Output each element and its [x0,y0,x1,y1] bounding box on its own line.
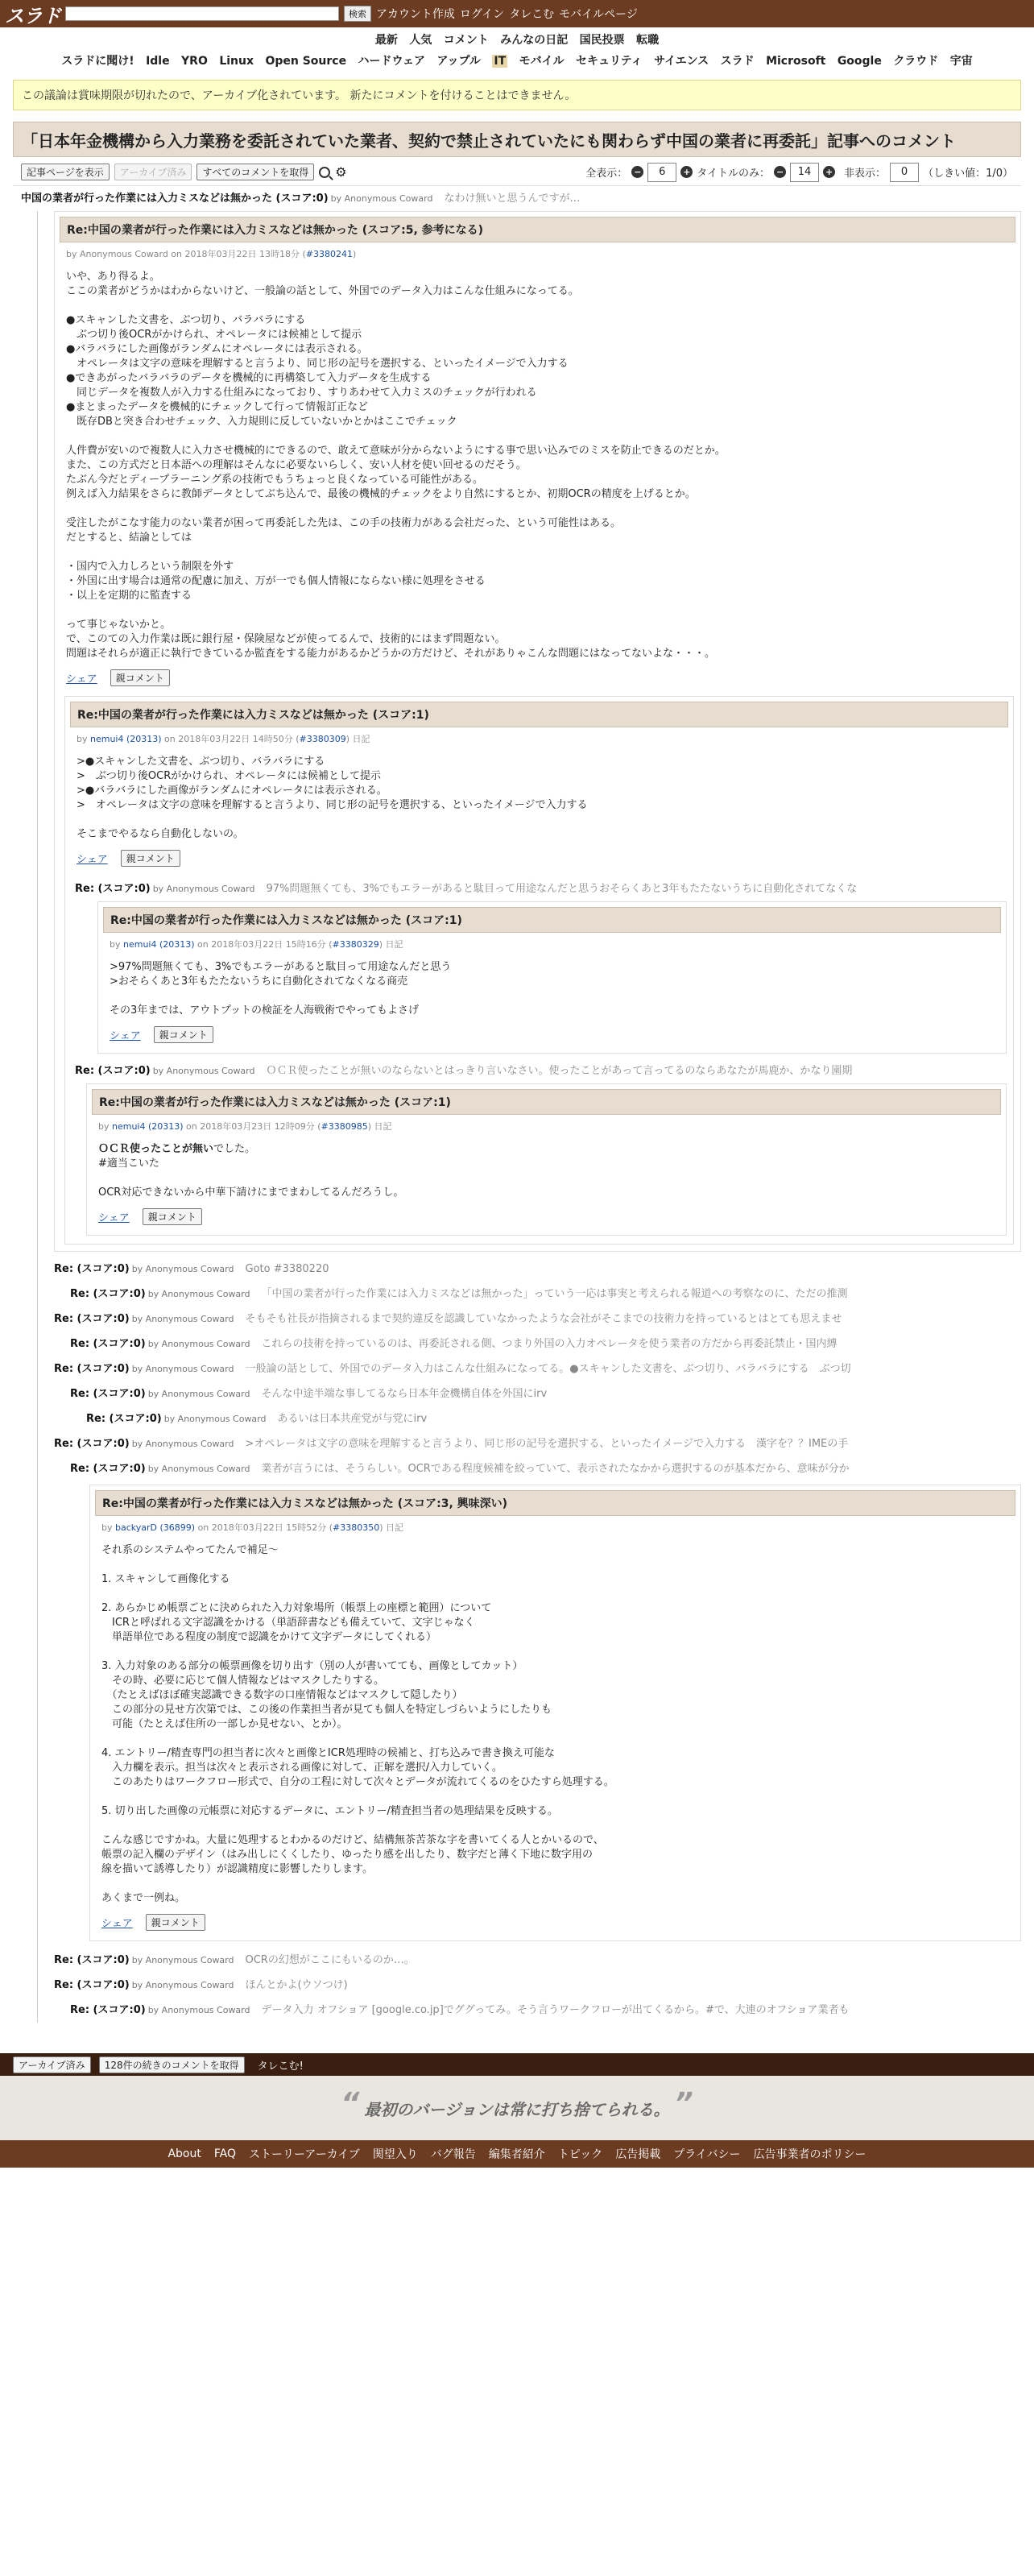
footer-bar [0,2053,1034,2076]
comment-id-link[interactable]: #3380309 [299,734,346,744]
comment-author-link[interactable]: backyarD (36899) [115,1522,196,1533]
comment-body: ＯＣＲ使ったことが無いでした。 [98,1143,256,1155]
footer-quote: 最初のバージョンは常に打ち捨てられる。 [364,2099,670,2119]
share-link[interactable]: シェア [98,1212,130,1224]
footer-faq[interactable]: FAQ [213,2147,236,2160]
comment-line[interactable]: Re: (スコア:0) by Anonymous Coward OCRの幻想がここにもいるのか…。 [54,1953,415,1966]
load-more-comments-button[interactable]: 128件の続きのコメントを取得 [99,2056,245,2073]
comment-body: >97%問題無くても、3%でもエラーがあると駄目って用途なんだと思う >おそらくあと3年もたたないうちに自動化されてなくなる商売 その3年までは、アウトプットの検証を人海戦術でやってもよさげ [110,961,452,1017]
comment-full [97,901,1007,1054]
share-link[interactable]: シェア [101,1918,133,1930]
comment-body: >●スキャンした文書を、ぶつ切り、バラバラにする > ぶつ切り後OCRがかけられ、オペレータには候補として提示 >●バラバラにした画像がランダムにオペレータには表示される。 > オペレータは文字の意味を理解すると言うより、同じ形の記号を選択する、といったイメージで入力する そこまでやるなら自動化しないの。 [77,756,588,840]
display-settings [585,163,1013,182]
comment-line[interactable]: Re: (スコア:0) by Anonymous Coward これらの技術を持っているのは、再委託される側、つまり外国の入力オペレータを使う業者の方だから再委託禁止・国内縛 [70,1337,838,1350]
share-link[interactable]: シェア [110,1030,141,1042]
comment-actions [98,1018,1006,1053]
site-logo[interactable]: スラド [5,4,60,27]
main-nav [0,27,1034,51]
full-display-label: 全表示： [585,168,628,180]
comment-full [86,1083,1007,1236]
nav-polls[interactable]: 国民投票 [579,34,625,47]
footer-advertise[interactable]: 広告掲載 [615,2148,661,2161]
nav-comments[interactable]: コメント [443,34,489,47]
comment-line[interactable] [65,1058,1013,1083]
view-article-button[interactable]: 記事ページを表示 [21,164,110,180]
nav-security[interactable]: セキュリティ [576,55,643,68]
threshold-label: （しきい値：1/0） [923,168,1013,180]
nav-hardware[interactable]: ハードウェア [358,55,425,68]
comment-line[interactable]: Re: (スコア:0) by Anonymous Coward ほんとかよ(ウソつけ) [54,1978,348,1991]
footer-requests[interactable]: 関望入り [372,2148,418,2161]
comment-title[interactable]: Re:中国の業者が行った作業には入力ミスなどは無かった (スコア:3, 興味深い) [95,1490,1015,1516]
archived-button: アーカイブ済み [114,164,192,180]
nav-popular[interactable]: 人気 [409,34,432,47]
mobile-page-link[interactable]: モバイルページ [559,8,638,21]
nav-mobile[interactable]: モバイル [519,55,565,68]
footer-links [0,2140,1034,2168]
minus-icon[interactable]: − [774,166,786,178]
nav-science[interactable]: サイエンス [654,55,709,68]
comment-title[interactable]: Re:中国の業者が行った作業には入力ミスなどは無かった (スコア:1) [92,1089,1001,1115]
comment-line[interactable]: Re: (スコア:0) by Anonymous Coward あるいは日本共産党が与党にirv [86,1412,428,1425]
share-link[interactable]: シェア [66,673,97,685]
comment-line[interactable]: Re: (スコア:0) by Anonymous Coward データ入力 オフショア [google.co.jp]でググってみ。そう言うワークフローが出てくるから。#で、大連のオフショア業者も [70,2003,850,2016]
minus-icon[interactable]: − [631,166,643,178]
comment-line[interactable] [13,186,1021,211]
nav-latest[interactable]: 最新 [374,34,398,47]
comment-title[interactable]: Re: (スコア:0) [75,1064,151,1077]
account-links [376,6,638,22]
parent-comment-button[interactable]: 親コメント [143,1208,202,1225]
hidden-count[interactable]: 0 [890,163,919,182]
plus-icon[interactable]: + [680,166,693,178]
comment-title[interactable]: Re:中国の業者が行った作業には入力ミスなどは無かった (スコア:1) [70,702,1008,727]
create-account-link[interactable]: アカウント作成 [376,8,455,21]
comment-line[interactable]: Re: (スコア:0) by Anonymous Coward Goto #3380220 [54,1262,329,1275]
gear-icon[interactable]: ⚙ [335,164,347,180]
share-link[interactable]: シェア [77,854,108,866]
article-title: 「日本年金機構から入力業務を委託されていた業者、契約で禁止されていたにも関わらず中国の業者に再委託」記事へのコメント [13,122,1021,157]
nav-idle[interactable]: Idle [146,55,170,68]
comment-line[interactable]: Re: (スコア:0) by Anonymous Coward 「中国の業者が行った作業には入力ミスなどは無かった」っていう一応は事実と考えられる報道への考察なのに、ただの推測 [70,1287,848,1300]
parent-comment-button[interactable]: 親コメント [154,1026,213,1043]
comment-actions [90,1906,1020,1940]
parent-comment-button[interactable]: 親コメント [121,850,180,867]
comment-full [89,1485,1021,1941]
title-only-label: タイトルのみ： [697,168,771,180]
nav-microsoft[interactable]: Microsoft [766,55,826,68]
nav-space[interactable]: 宇宙 [949,55,973,68]
comment-id-link[interactable]: #3380985 [321,1121,368,1132]
nav-srad[interactable]: スラド [720,55,755,68]
nav-apple[interactable]: アップル [436,55,481,68]
comment-meta: by nemui4 (20313) on 2018年03月22日 15時16分 (#3380329) 日記 [110,939,403,950]
top-bar [0,0,1034,27]
plus-icon[interactable]: + [823,166,835,178]
comment-body: それ系のシステムやってたんで補足～ 1. スキャンして画像化する 2. あらかじめ帳票ごとに決められた入力対象場所（帳票上の座標と範囲）について ICRと呼ばれる文字認識をかける（単語辞書なども備えていて、文字じゃなく 単語単位である程度の制度で認識をかけて文字データにしてくれる） 3. 入力対象のある部分の帳票画像を切り出す（別の人が書いてても、画像としてカット） その時、必要に応じて個人情報などはマスクしたりする。 （たとえばほぼ確実認識できる数字の口座情報などはマスクして隠したり） この部分の見せ方次第では、この後の作業担当者が見ても個人を特定しづらいようにしたりも 可能（たとえば住所の一部しか見せない、とか）。 4. エントリー/精査専門の担当者に次々と画像とICR処理時の候補と、打ち込みで書き換え可能な 入力欄を表示。担当は次々と表示される画像に対して、正解を選択/入力していく。 このあたりはワークフロー形式で、自分の工程に対して次々とデータが流れてくるのをひたすら処理する。 5. 切り出した画像の元帳票に対応するデータに、エントリー/精査担当者の処理結果を反映する。 こんな感じですかね。大量に処理するとわかるのだけど、結構無茶苦茶な字を書いてくる人とかいるので、 帳票の記入欄のデザイン（はみ出しにくくしたり、ゆったり感を出したり、数字だと薄く下地に数字用の 線を描いて誘導したり）が認識精度に影響したりします。 あくまで一例ね。 [101,1544,614,1904]
comment-meta: by Anonymous Coward on 2018年03月22日 13時18分 (#3380241) [66,249,357,259]
comment-controls [13,157,1021,186]
comment-id-link[interactable]: #3380241 [305,249,353,259]
comment-author: by Anonymous Coward [152,1065,255,1076]
nav-yro[interactable]: YRO [181,55,208,68]
comment-line[interactable]: Re: (スコア:0) by Anonymous Coward そもそも社長が指摘されるまで契約違反を認識していなかったような会社がそこまでの技術力を持っているとはとても思えませ [54,1312,842,1325]
archived-button: アーカイブ済み [13,2056,91,2073]
parent-comment-button[interactable]: 親コメント [110,669,170,686]
comment-title[interactable]: 中国の業者が行った作業には入力ミスなどは無かった (スコア:0) [21,192,329,205]
section-nav [0,51,1034,72]
get-all-comments-button[interactable]: すべてのコメントを取得 [196,164,314,180]
comment-body: いや、あり得るよ。 ここの業者がどうかはわからないけど、一般論の話として、外国でのデータ入力はこんな仕組みになってる。 ●スキャンした文書を、ぶつ切り、バラバラにする ぶつ切り後OCRがかけられ、オペレータには候補として提示 ●バラバラにした画像がランダムにオペレータには表示される。 オペレータは文字の意味を理解すると言うより、同じ形の記号を選択する、といったイメージで入力する ●できあがったバラバラのデータを機械的に再構築して入力データを生成する 同じデータを複数人が入力する仕組みになっており、すりあわせて入力ミスのチェックが行われる ●まとまったデータを機械的にチェックして行って情報訂正など 既存DBと突き合わせチェック、入力規則に反していないかとかはここでチェック 人件費が安いので複数人に入力させ機械的にできるので、敢えて意味が分からないようにする事で思い込みでのミスを防止できるのだとか。 また、この方式だと日本語への理解はそんなに必要ないらしく、安い人材を使い回せるのだそう。 たぶん今だとディープラーニング系の技術でもうちょっと良くなっている可能性がある。 例えば入力結果をさらに教師データとしてぶち込んで、最後の機械的チェックをより自然にするとか、初期OCRの精度を上げるとか。 受注したがこなす能力のない業者が困って再委託した先は、この手の技術力がある会社だった、という可能性はある。 だとすると、結論としては ・国内で入力しろという制限を外す ・外国に出す場合は通常の配慮に加え、万が一でも個人情報にならない様に処理をさせる ・以上を定期的に監査する って事じゃないかと。 で、このての入力作業は既に銀行屋・保険屋などが使ってるんで、技術的にはまず問題ない。 問題はそれらが適正に執行できているか監査をする能力があるかどうかの方だけど、それがありゃこんな問題にはなってないよな・・・。 [66,271,726,660]
comment-author: by Anonymous Coward [152,883,255,894]
comment-author-link[interactable]: nemui4 (20313) [123,939,195,950]
comment-author-link[interactable]: nemui4 (20313) [112,1121,184,1132]
footer-archive[interactable]: ストーリーアーカイブ [249,2148,360,2161]
search-button[interactable]: 検索 [344,6,371,22]
comment-snippet[interactable]: 97%問題無くても、3%でもエラーがあると駄目って用途なんだと思うおそらくあと3年もたたないうちに自動化されてなくな [266,882,858,895]
footer-editors[interactable]: 編集者紹介 [488,2148,545,2161]
nav-journals[interactable]: みんなの日記 [500,34,569,47]
comment-full [54,211,1021,1252]
nav-linux[interactable]: Linux [219,55,254,68]
nav-ask[interactable]: スラドに聞け! [61,55,134,68]
comment-snippet[interactable]: ＯＣＲ使ったことが無いのならないとはっきり言いなさい。使ったことがあって言ってるのならあなたが馬鹿か、かなり園期 [266,1064,853,1077]
quote-band [0,2076,1034,2140]
footer-topics[interactable]: トピック [557,2148,603,2161]
comment-line[interactable] [65,876,1013,901]
comment-full [64,696,1014,1245]
comment-line-list [38,1948,1021,2023]
nav-cloud[interactable]: クラウド [893,55,939,68]
comment-line-list [38,1257,1021,1481]
nav-opensource[interactable]: Open Source [265,55,347,68]
comment-actions [55,661,1020,696]
comment-body: #適当こいた OCR対応できないから中華下請けにまでまわしてるんだろうし。 [98,1158,404,1199]
comment-meta: by nemui4 (20313) on 2018年03月22日 14時50分 (#3380309) 日記 [77,734,370,744]
archive-notice: この議論は賞味期限が切れたので、アーカイブ化されています。 新たにコメントを付けることはできません。 [13,80,1021,110]
footer-ad-policy[interactable]: 広告事業者のポリシー [753,2148,866,2161]
comment-snippet[interactable]: なわけ無いと思うんですが… [444,192,581,205]
comment-title[interactable]: Re:中国の業者が行った作業には入力ミスなどは無かった (スコア:1) [103,907,1001,933]
comment-tree [13,186,1021,2023]
close-quote-icon: ” [674,2086,693,2120]
login-link[interactable]: ログイン [459,8,505,21]
nav-it[interactable]: IT [494,55,507,68]
comment-meta: by backyarD (36899) on 2018年03月22日 15時52分 (#3380350) 日記 [101,1522,404,1533]
nav-jobs[interactable]: 転職 [636,34,660,47]
search-icon[interactable] [319,167,330,178]
open-quote-icon: “ [341,2086,360,2120]
footer-about[interactable]: About [168,2147,201,2160]
comment-title[interactable]: Re: (スコア:0) [75,882,151,895]
comment-meta: by nemui4 (20313) on 2018年03月23日 12時09分 (#3380985) 日記 [98,1121,392,1132]
comment-author-link[interactable]: nemui4 (20313) [90,734,162,744]
comment-line[interactable]: Re: (スコア:0) by Anonymous Coward 業者が言うには、そうらしい。OCRである程度候補を絞っていて、表示されたなかから選択するのが基本だから、意味が分か [70,1462,850,1475]
comment-id-link[interactable]: #3380329 [332,939,379,950]
comment-id-link[interactable]: #3380350 [333,1522,380,1533]
search-input[interactable] [65,6,339,21]
comment-title[interactable]: Re:中国の業者が行った作業には入力ミスなどは無かった (スコア:5, 参考になる) [60,217,1015,242]
submit-story-link[interactable]: タレこむ [509,8,555,21]
full-display-count[interactable]: 6 [647,163,676,182]
comment-actions [65,842,1013,876]
footer-bug-report[interactable]: バグ報告 [430,2148,476,2161]
hidden-label: 非表示： [844,168,887,180]
footer-privacy[interactable]: プライバシー [673,2148,741,2161]
parent-comment-button[interactable]: 親コメント [146,1914,205,1931]
nav-google[interactable]: Google [837,55,882,68]
comment-line[interactable]: Re: (スコア:0) by Anonymous Coward >オペレータは文字の意味を理解すると言うより、同じ形の記号を選択する、といったイメージで入力する 漢字を？？IMEの手 [54,1437,849,1450]
comment-line[interactable]: Re: (スコア:0) by Anonymous Coward そんな中途半端な事してるなら日本年金機構自体を外国にirv [70,1387,548,1400]
comment-author: by Anonymous Coward [330,193,433,204]
comment-line[interactable]: Re: (スコア:0) by Anonymous Coward 一般論の話として、外国でのデータ入力はこんな仕組みになってる。●スキャンした文書を、ぶつ切り、バラバラにする ぶつ切 [54,1362,851,1375]
thread [37,211,1021,2023]
submit-story-link[interactable]: タレこむ! [257,2060,304,2073]
title-only-count[interactable]: 14 [790,163,819,182]
comment-actions [87,1200,1006,1235]
